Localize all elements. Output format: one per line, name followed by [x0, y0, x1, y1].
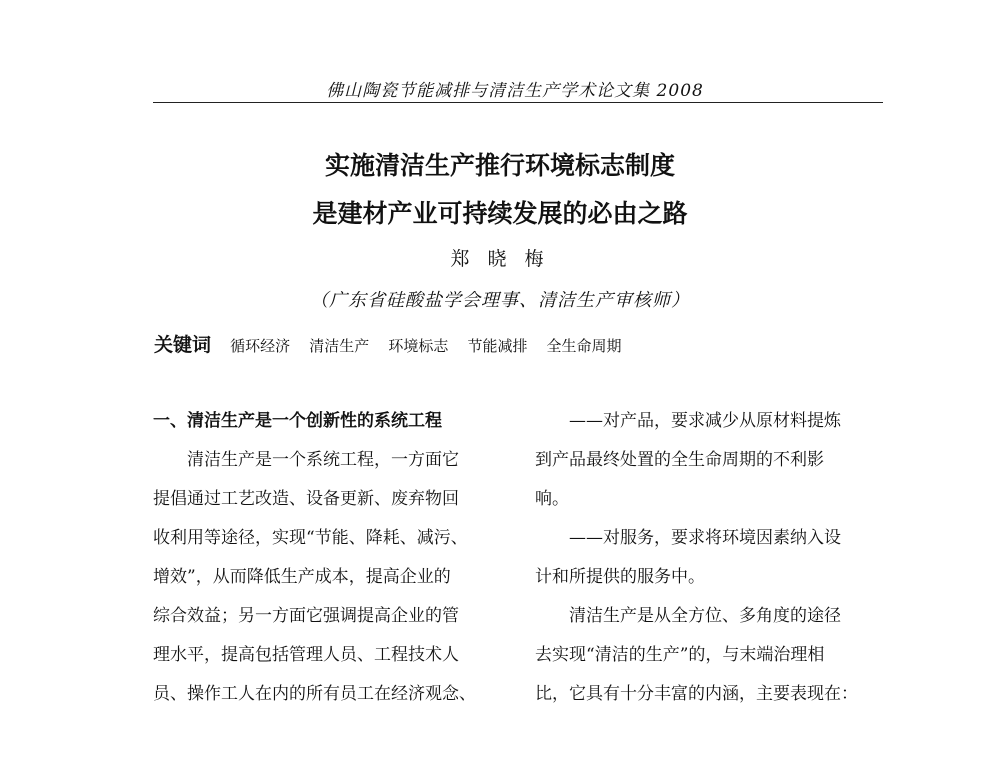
keyword-term: 清洁生产 — [309, 337, 370, 355]
keywords-label: 关键词 — [154, 334, 212, 356]
left-column — [153, 402, 503, 714]
body-line: 去实现“清洁的生产”的，与末端治理相 — [535, 645, 825, 665]
body-line: 计和所提供的服务中。 — [535, 567, 705, 587]
body-line: ——对产品，要求减少从原材料提炼 — [535, 411, 841, 431]
body-line: 清洁生产是一个系统工程，一方面它 — [153, 450, 459, 470]
affiliation: （广东省硅酸盐学会理事、清洁生产审核师） — [310, 290, 690, 311]
author: 郑 晓 梅 — [450, 248, 550, 270]
body-line: 员、操作工人在内的所有员工在经济观念、 — [153, 684, 476, 704]
running-head: 佛山陶瓷节能减排与清洁生产学术论文集 2008 — [326, 81, 704, 101]
keyword-term: 节能减排 — [467, 337, 528, 355]
keyword-term: 全生命周期 — [546, 337, 622, 355]
title-line-2: 是建材产业可持续发展的必由之路 — [312, 199, 688, 228]
title-line-1: 实施清洁生产推行环境标志制度 — [324, 151, 675, 180]
body-line: 综合效益；另一方面它强调提高企业的管 — [153, 606, 459, 626]
section-heading: 一、清洁生产是一个创新性的系统工程 — [153, 411, 442, 431]
body-line: 比，它具有十分丰富的内涵，主要表现在： — [535, 684, 858, 704]
body-line: 提倡通过工艺改造、设备更新、废弃物回 — [153, 489, 459, 509]
keyword-term: 环境标志 — [388, 337, 449, 355]
header-rule — [153, 102, 883, 103]
body-line: 清洁生产是从全方位、多角度的途径 — [535, 606, 841, 626]
keywords-row — [154, 330, 636, 357]
keyword-term: 循环经济 — [230, 337, 291, 355]
right-column — [535, 402, 885, 714]
body-line: 到产品最终处置的全生命周期的不利影 — [535, 450, 824, 470]
body-line: 理水平，提高包括管理人员、工程技术人 — [153, 645, 459, 665]
body-line: 收利用等途径，实现“节能、降耗、减污、 — [153, 528, 468, 548]
body-line: ——对服务，要求将环境因素纳入设 — [535, 528, 841, 548]
body-line: 增效”，从而降低生产成本，提高企业的 — [153, 567, 451, 587]
body-line: 响。 — [535, 489, 569, 509]
